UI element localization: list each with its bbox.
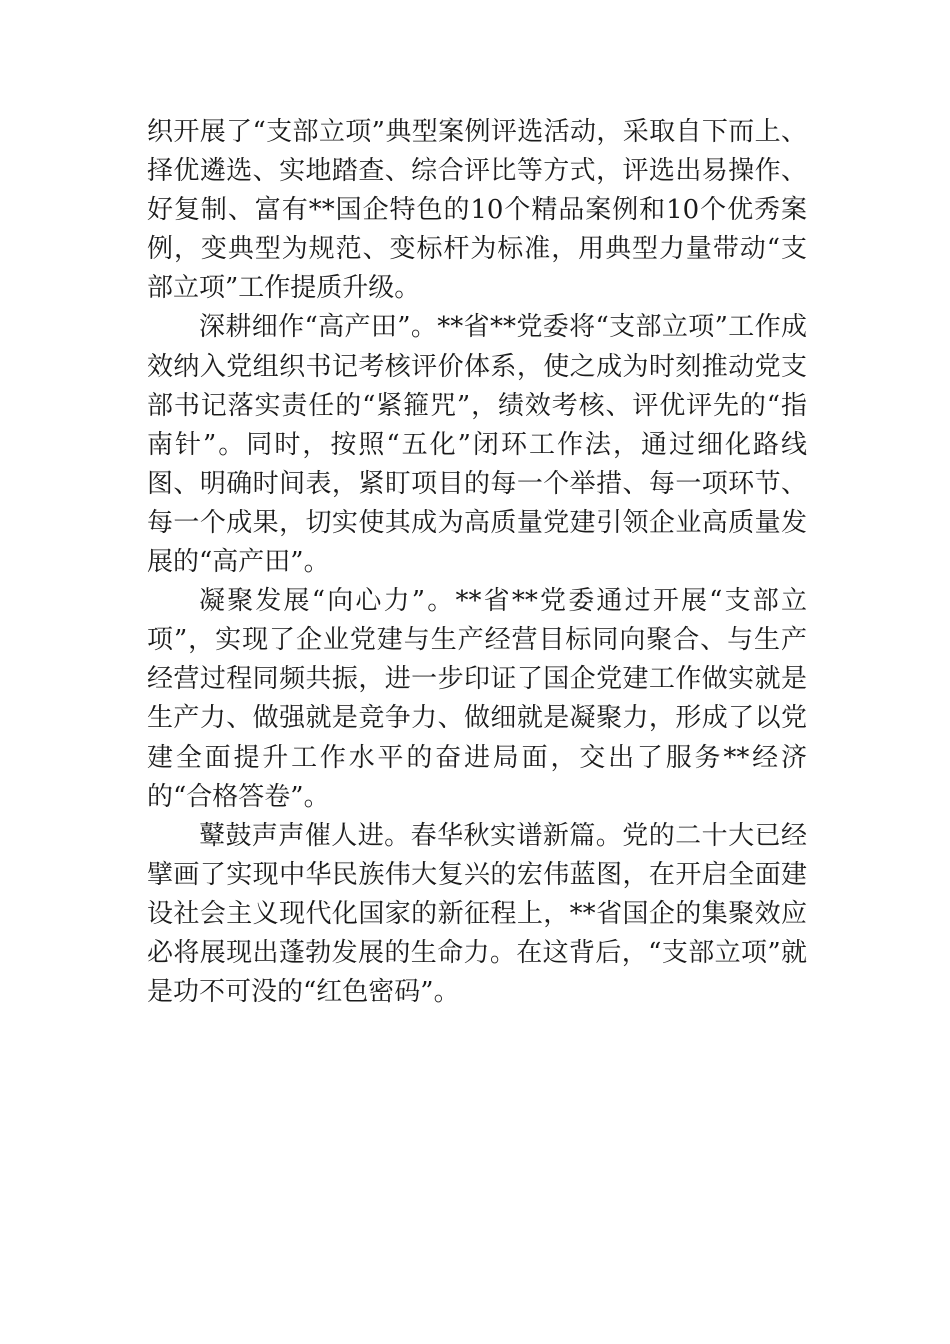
paragraph-high-yield-field: 深耕细作“高产田”。**省**党委将“支部立项”工作成效纳入党组织书记考核评价体系，使之成为时刻推动党支部书记落实责任的“紧箍咒”，绩效考核、评优评先的“指南针”。同时，按照“五化”闭环工作法，通过细化路线图、明确时间表，紧盯项目的每一个举措、每一项环节、每一个成果，切实使其成为高质量党建引领企业高质量发展的“高产田”。 — [147, 312, 807, 578]
paragraph-conclusion: 鼙鼓声声催人进。春华秋实谱新篇。党的二十大已经擘画了实现中华民族伟大复兴的宏伟蓝图，在开启全面建设社会主义现代化国家的新征程上，**省国企的集聚效应必将展现出蓬勃发展的生命力。在这背后，“支部立项”就是功不可没的“红色密码”。 — [147, 820, 807, 1008]
paragraph-continued: 织开展了“支部立项”典型案例评选活动，采取自下而上、择优遴选、实地踏查、综合评比等方式，评选出易操作、好复制、富有**国企特色的10个精品案例和10个优秀案例，变典型为规范、变标杆为标准，用典型力量带动“支部立项”工作提质升级。 — [147, 117, 807, 304]
paragraph-cohesion: 凝聚发展“向心力”。**省**党委通过开展“支部立项”，实现了企业党建与生产经营目标同向聚合、与生产经营过程同频共振，进一步印证了国企党建工作做实就是生产力、做强就是竞争力、做细就是凝聚力，形成了以党建全面提升工作水平的奋进局面，交出了服务**经济的“合格答卷”。 — [147, 586, 807, 812]
document-body — [147, 113, 807, 1012]
